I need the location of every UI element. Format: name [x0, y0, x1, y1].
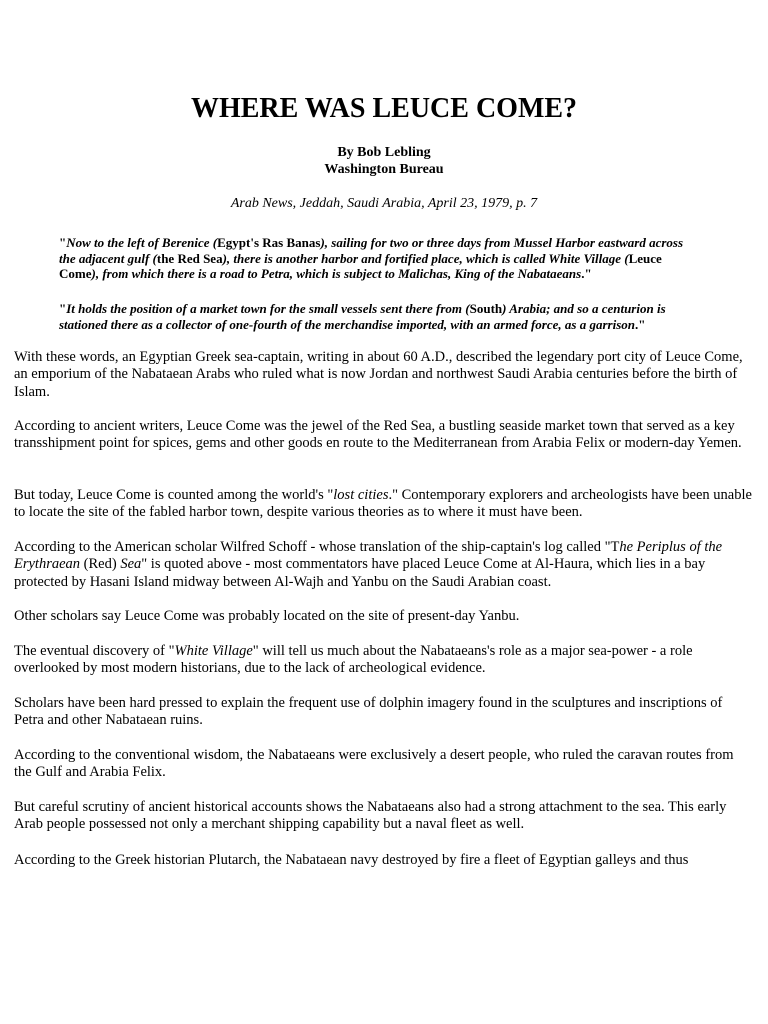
- body-paragraph: The eventual discovery of "White Village" will tell us much about the Nabataeans's role as a major sea-power - a role overlooked by most modern historians, due to the lack of archeological evidence.: [14, 643, 693, 677]
- body-paragraph: But careful scrutiny of ancient historical accounts shows the Nabataeans also had a strong attachment to the sea. This early Arab people possessed not only a merchant shipping capability but a naval fleet as well.: [14, 799, 727, 833]
- body-paragraph: Other scholars say Leuce Come was probably located on the site of present-day Yanbu.: [14, 608, 520, 624]
- body-paragraph: According to ancient writers, Leuce Come was the jewel of the Red Sea, a bustling seaside market town that served as a key transshipment point for spices, gems and other goods en route to the Mediterranean from Arabia Felix or modern-day Yemen.: [14, 418, 742, 452]
- source-citation: Arab News, Jeddah, Saudi Arabia, April 23, 1979, p. 7: [230, 196, 538, 211]
- page-title: WHERE WAS LEUCE COME?: [190, 93, 578, 124]
- epigraph-quote: "Now to the left of Berenice (Egypt's Ras Banas), sailing for two or three days from Mussel Harbor eastward across the adjacent gulf (the Red Sea), there is another harbor and fortified place, which is called White Village (Leuce Come), from which there is a road to Petra, which is subject to Malichas, King of the Nabataeans.": [59, 235, 684, 281]
- body-paragraph: According to the American scholar Wilfred Schoff - whose translation of the ship-captain's log called "The Periplus of the Erythraean (Red) Sea" is quoted above - most commentators have placed Leuce Come at Al-Haura, which lies in a bay protected by Hasani Island midway between Al-Wajh and Yanbu on the Saudi Arabian coast.: [14, 539, 723, 590]
- body-paragraph: With these words, an Egyptian Greek sea-captain, writing in about 60 A.D., described the legendary port city of Leuce Come, an emporium of the Nabataean Arabs who ruled what is now Jordan and northwest Saudi Arabia centuries before the birth of Islam.: [14, 349, 743, 400]
- author-line: By Bob Lebling: [337, 145, 431, 160]
- epigraph-quote: "It holds the position of a market town for the small vessels sent there from (South) Arabia; and so a centurion is stationed there as a collector of one-fourth of the merchandise imported, with an armed force, as a garrison.": [59, 301, 666, 332]
- body-paragraph: Scholars have been hard pressed to explain the frequent use of dolphin imagery found in the sculptures and inscriptions of Petra and other Nabataean ruins.: [14, 695, 723, 729]
- body-paragraph: But today, Leuce Come is counted among the world's "lost cities." Contemporary explorers and archeologists have been unable to locate the site of the fabled harbor town, despite various theories as to where it must have been.: [14, 487, 752, 521]
- body-paragraph: According to the Greek historian Plutarch, the Nabataean navy destroyed by fire a fleet of Egyptian galleys and thus: [14, 852, 689, 868]
- bureau-line: Washington Bureau: [324, 162, 444, 177]
- body-paragraph: According to the conventional wisdom, the Nabataeans were exclusively a desert people, who ruled the caravan routes from the Gulf and Arabia Felix.: [14, 747, 734, 781]
- byline: [0, 144, 768, 178]
